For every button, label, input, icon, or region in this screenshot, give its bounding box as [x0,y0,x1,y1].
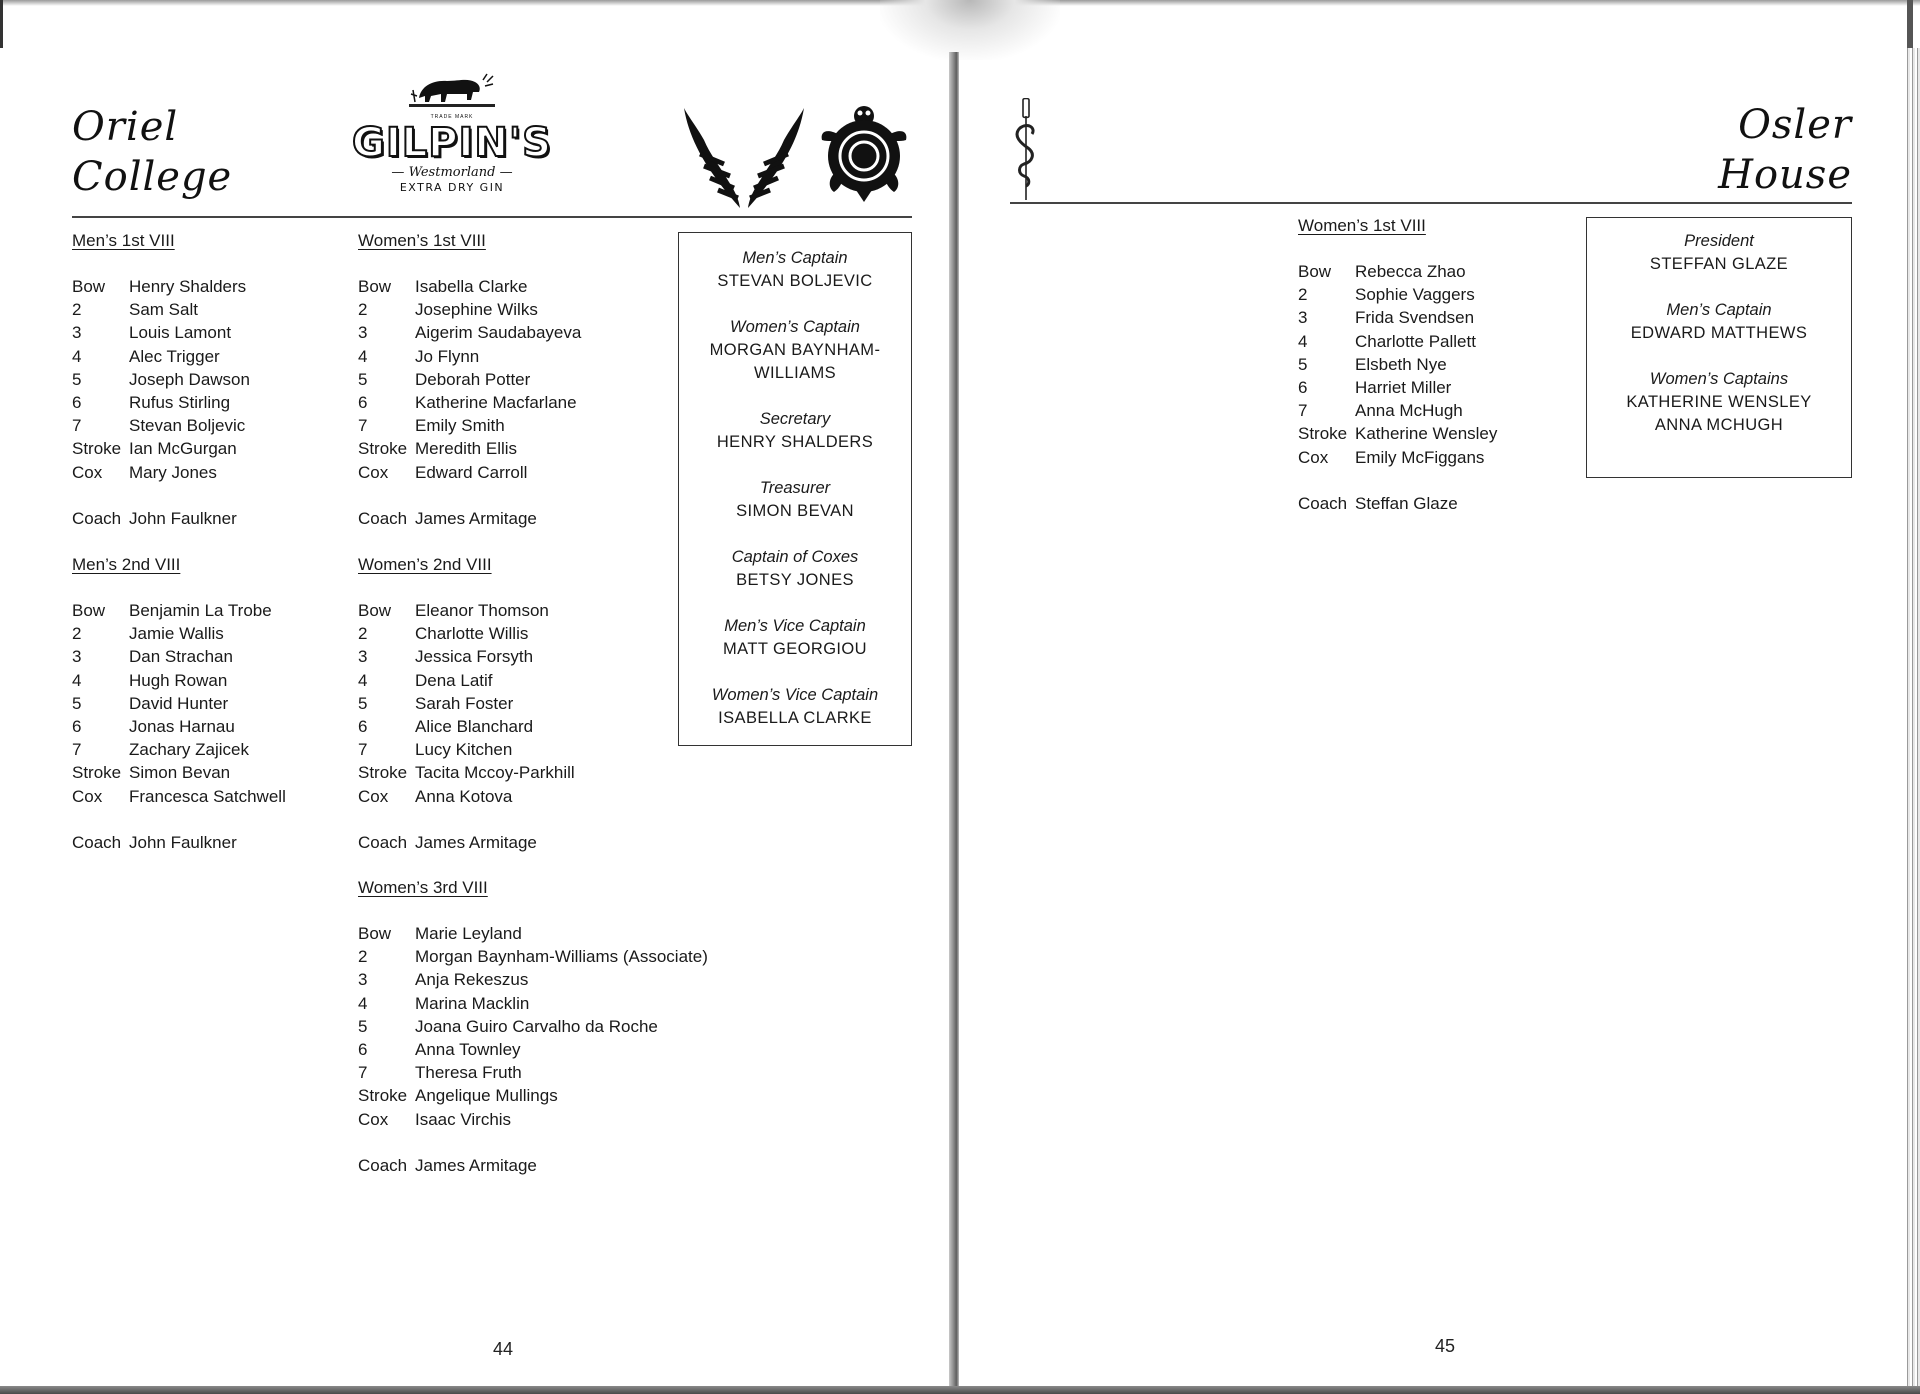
seat: 7 [1298,401,1308,421]
left-page-edge [0,0,3,48]
crew-row [72,645,286,668]
officer-mens-captain [1587,299,1851,345]
seat: Stroke [358,1086,408,1106]
rower-name: Edward Carroll [415,462,528,482]
rower-name: Dan Strachan [129,647,233,667]
rower-name: Emily McFiggans [1355,447,1485,467]
rower-name: Katherine Wensley [1355,424,1498,444]
title-line-2: House [1718,152,1852,198]
officer-mens-captain [679,247,911,293]
rower-name: Isaac Virchis [415,1109,512,1129]
seat: 6 [72,392,82,412]
seat: 4 [358,670,368,690]
officer-womens-captains [1587,368,1851,437]
crew-row [358,461,581,484]
seat: 3 [358,970,368,990]
coach-label: Coach [358,508,408,528]
officer-name: KATHERINE WENSLEY [1626,393,1812,411]
dash-left: — [391,165,409,180]
crew-womens-2nd-viii [358,554,575,854]
rower-name: Tacita Mccoy-Parkhill [415,763,575,783]
officers-box-osler [1586,217,1852,478]
officer-president [1587,230,1851,276]
rower-name: Charlotte Willis [415,624,529,644]
crew-row [358,785,575,808]
coach-row [358,831,575,854]
crew-row [72,368,250,391]
title-line-1: Osler [1738,102,1852,148]
seat: Cox [358,1109,389,1129]
crew-womens-1st-viii [358,230,581,530]
officer-role: Captain of Coxes [731,548,859,566]
crew-row [72,761,286,784]
rower-name: Louis Lamont [129,323,232,343]
officer-name: HENRY SHALDERS [716,433,874,451]
seat: 5 [72,693,82,713]
crew-row [358,968,708,991]
seat: Cox [72,786,103,806]
crew-row [1298,422,1497,445]
sponsor-logo-gilpins [352,72,552,195]
crew-row [72,321,250,344]
rower-name: Simon Bevan [129,763,231,783]
seat: 5 [72,369,82,389]
seat: 7 [358,416,368,436]
crew-row [1298,353,1497,376]
seat: 6 [358,1039,368,1059]
seat: 2 [358,947,368,967]
seat: Stroke [358,763,408,783]
crew-row [358,1084,708,1107]
seat: Bow [1298,262,1332,281]
crew-row [358,669,575,692]
seat: Cox [358,786,389,806]
rower-name: Anja Rekeszus [415,970,529,990]
crew-row [1298,446,1497,469]
seat: Bow [358,924,392,943]
crew-heading: Men’s 2nd VIII [72,555,181,574]
crew-row [358,1108,708,1131]
seat: 6 [358,716,368,736]
seat: 5 [1298,354,1308,374]
seat: 3 [358,647,368,667]
rower-name: Ian McGurgan [129,439,237,459]
rower-name: Eleanor Thomson [415,601,549,620]
rower-name: Jessica Forsyth [415,647,534,667]
dash-right: — [495,165,513,180]
officer-role: Secretary [759,410,831,428]
page-number-right: 45 [1435,1336,1456,1356]
crew-row [358,622,575,645]
crew-row [358,761,575,784]
crew-row [358,1038,708,1061]
coach-name: James Armitage [415,832,537,852]
officers-box-oriel [678,232,912,746]
rower-name: Alec Trigger [129,346,220,366]
seat: 5 [358,1016,368,1036]
seat: 3 [72,323,82,343]
seat: 4 [72,346,82,366]
seat: Stroke [72,439,122,459]
rower-name: Sarah Foster [415,693,514,713]
product-text: EXTRA DRY GIN [399,181,505,194]
crew-row [358,992,708,1015]
crew-row [1298,260,1497,283]
crew-row [358,391,581,414]
seat: Cox [1298,447,1329,467]
officer-role: Men’s Vice Captain [724,617,866,635]
officer-name: MATT GEORGIOU [723,640,867,658]
crew-row [358,437,581,460]
officer-name: EDWARD MATTHEWS [1630,324,1808,342]
officer-womens-vice-captain [679,684,911,730]
crew-row [358,922,708,945]
seat: 2 [72,624,82,644]
officer-role: Men’s Captain [742,249,848,267]
coach-label: Coach [358,832,408,852]
coach-name: James Armitage [415,508,537,528]
seat: 7 [358,1063,368,1083]
crew-row [358,715,575,738]
rower-name: Frida Svendsen [1355,308,1475,328]
rower-name: Aigerim Saudabayeva [415,323,582,343]
crew-heading: Women’s 1st VIII [358,231,486,250]
seat: Bow [72,601,106,620]
brand-name: GILPIN'S [352,120,552,166]
crew-row [1298,399,1497,422]
crew-list [358,599,575,808]
crew-row [358,298,581,321]
rod-of-asclepius-oar-icon [1014,98,1038,202]
crew-row [358,414,581,437]
coach-label: Coach [1298,493,1348,513]
rower-name: Theresa Fruth [415,1063,522,1083]
seat: Cox [358,462,389,482]
officer-captain-of-coxes [679,546,911,592]
rower-name: Jamie Wallis [129,624,224,644]
crew-row [72,692,286,715]
region-text: Westmorland [408,165,496,180]
rower-name: Isabella Clarke [415,277,528,296]
rower-name: Dena Latif [415,670,493,690]
crew-row [1298,306,1497,329]
title-line-2: College [72,154,233,200]
officer-name: ISABELLA CLARKE [718,709,872,727]
rower-name: David Hunter [129,693,229,713]
page-title-oriel-college [72,102,232,202]
crew-row [72,669,286,692]
crew-list [358,275,581,484]
officer-name: STEFFAN GLAZE [1649,255,1789,273]
rower-name: Charlotte Pallett [1355,331,1476,351]
seat: 5 [358,369,368,389]
rower-name: Sophie Vaggers [1355,285,1475,305]
seat: Cox [72,462,103,482]
rower-name: Meredith Ellis [415,439,518,459]
officer-secretary [679,408,911,454]
seat: 2 [358,300,368,320]
right-cover-edge [1907,0,1913,52]
seat: 7 [72,740,82,760]
officer-treasurer [679,477,911,523]
crew-row [72,715,286,738]
coach-name: James Armitage [415,1155,537,1175]
crew-row [358,945,708,968]
seat: 2 [358,624,368,644]
page-title-osler-house [1600,100,1852,200]
rower-name: Deborah Potter [415,369,531,389]
rower-name: Elsbeth Nye [1355,354,1447,374]
crew-row [358,692,575,715]
seat: 5 [358,693,368,713]
coach-row [72,507,250,530]
crew-list [1298,260,1497,469]
seat: 6 [1298,377,1308,397]
crew-row [1298,283,1497,306]
seat: 2 [1298,285,1308,305]
officer-mens-vice-captain [679,615,911,661]
officer-role: Women’s Captain [730,318,860,336]
rower-name: Sam Salt [129,300,198,320]
crew-row [72,298,250,321]
crew-row [1298,330,1497,353]
seat: 4 [358,993,368,1013]
crew-row [72,622,286,645]
officer-role: President [1684,232,1754,250]
seat: Stroke [358,439,408,459]
coach-row [1298,492,1497,515]
rower-name: Katherine Macfarlane [415,392,577,412]
coach-name: John Faulkner [129,508,237,528]
seat: 7 [72,416,82,436]
crew-row [358,599,575,622]
crew-row [358,321,581,344]
coach-row [358,507,581,530]
rower-name: Marie Leyland [415,924,522,943]
coach-label: Coach [358,1155,408,1175]
rower-name: Anna McHugh [1355,401,1463,421]
rower-name: Jonas Harnau [129,716,235,736]
officer-role: Women’s Vice Captain [711,686,879,704]
crew-heading: Men’s 1st VIII [72,231,175,250]
rower-name: Morgan Baynham-Williams (Associate) [415,947,708,967]
crew-row [72,275,250,298]
crew-row [1298,376,1497,399]
crew-womens-3rd-viii [358,877,708,1177]
seat: 3 [1298,308,1308,328]
officer-name: SIMON BEVAN [736,502,854,520]
crew-row [72,738,286,761]
seat: 6 [72,716,82,736]
rower-name: Rebecca Zhao [1355,262,1466,281]
crew-heading: Women’s 1st VIII [1298,216,1426,235]
crew-list [72,599,286,808]
turtle-icon [816,104,912,204]
coach-row [72,831,286,854]
officer-role: Men’s Captain [1666,301,1772,319]
crew-row [72,345,250,368]
crew-row [72,599,286,622]
spine-shadow [880,0,1060,60]
officer-name: STEVAN BOLJEVIC [717,272,873,290]
region-line [352,165,552,181]
seat: Bow [72,277,106,296]
coach-row [358,1154,708,1177]
crew-list [358,922,708,1131]
rower-name: Josephine Wilks [415,300,538,320]
crew-mens-2nd-viii [72,554,286,854]
officer-womens-captain [679,316,911,385]
rower-name: Francesca Satchwell [129,786,286,806]
wings-icon [680,104,810,214]
crew-row [72,437,250,460]
crew-row [72,461,250,484]
seat: 4 [72,670,82,690]
crew-row [72,785,286,808]
book-gutter [949,52,959,1394]
rower-name: Mary Jones [129,462,217,482]
coach-name: Steffan Glaze [1355,493,1458,513]
seat: 6 [358,392,368,412]
crew-row [358,738,575,761]
rower-name: Angelique Mullings [415,1086,558,1106]
rower-name: Stevan Boljevic [129,416,246,436]
officer-name: MORGAN BAYNHAM- [709,341,881,359]
crew-row [358,368,581,391]
rower-name: Hugh Rowan [129,670,228,690]
rower-name: Harriet Miller [1355,377,1452,397]
seat: 3 [72,647,82,667]
seat: Bow [358,277,392,296]
rower-name: Lucy Kitchen [415,740,513,760]
crew-row [72,391,250,414]
header-rule [72,216,912,218]
bottom-page-edge [0,1386,1920,1394]
seat: 7 [358,740,368,760]
officer-name: BETSY JONES [736,571,854,589]
rower-name: Zachary Zajicek [129,740,249,760]
rower-name: Rufus Stirling [129,392,231,412]
rower-name: Jo Flynn [415,346,480,366]
crew-row [358,275,581,298]
rower-name: Henry Shalders [129,277,247,296]
boar-icon [407,72,497,108]
rower-name: Anna Townley [415,1039,521,1059]
rower-name: Emily Smith [415,416,505,436]
page-number-left: 44 [493,1339,514,1359]
crew-list [72,275,250,484]
coach-name: John Faulkner [129,832,237,852]
coach-label: Coach [72,508,122,528]
crew-row [358,345,581,368]
crew-row [358,1015,708,1038]
title-line-1: Oriel [72,104,179,150]
seat: Stroke [72,763,122,783]
rower-name: Alice Blanchard [415,716,534,736]
crew-heading: Women’s 2nd VIII [358,555,492,574]
seat: Stroke [1298,424,1348,444]
rower-name: Joseph Dawson [129,369,250,389]
officer-role: Women’s Captains [1649,370,1789,388]
crew-row [358,645,575,668]
crew-osler-womens-1st-viii [1298,215,1497,515]
seat: 2 [72,300,82,320]
rower-name: Benjamin La Trobe [129,601,272,620]
crew-row [72,414,250,437]
rower-name: Anna Kotova [415,786,513,806]
trade-mark-text: TRADE MARK [430,114,474,120]
officer-name: ANNA MCHUGH [1654,416,1784,434]
rower-name: Marina Macklin [415,993,530,1013]
seat: 4 [1298,331,1308,351]
coach-label: Coach [72,832,122,852]
seat: Bow [358,601,392,620]
header-rule [1010,202,1852,204]
crew-heading: Women’s 3rd VIII [358,878,488,897]
seat: 3 [358,323,368,343]
crew-mens-1st-viii [72,230,250,530]
officer-role: Treasurer [759,479,831,497]
officer-name: WILLIAMS [753,364,837,382]
page-stack-edge [1905,48,1920,1394]
crew-row [358,1061,708,1084]
seat: 4 [358,346,368,366]
rower-name: Joana Guiro Carvalho da Roche [415,1016,658,1036]
